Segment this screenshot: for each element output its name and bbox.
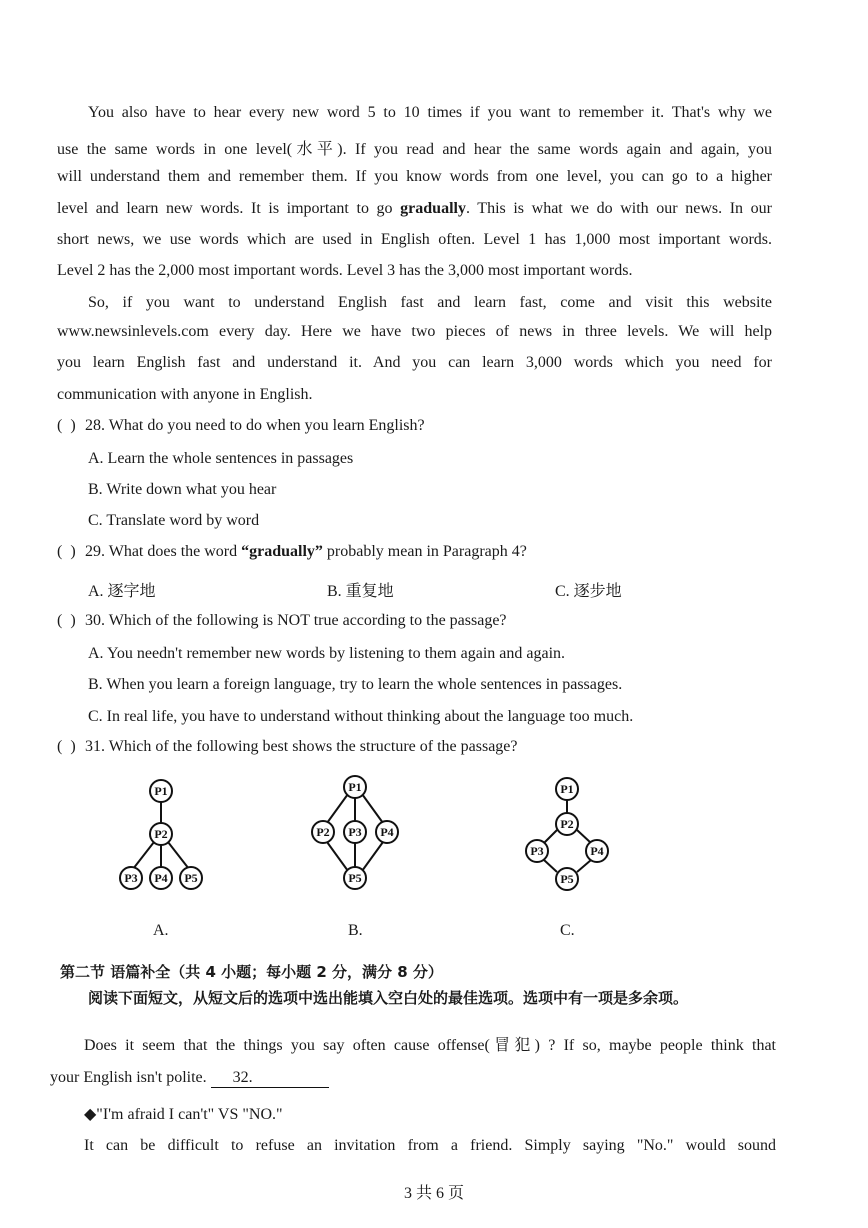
question-stem: 29. What does the word bbox=[85, 543, 242, 560]
node-p4 bbox=[150, 867, 172, 889]
keyword-gradually: gradually bbox=[400, 200, 466, 217]
node-p5 bbox=[556, 868, 578, 890]
svg-text:P5: P5 bbox=[348, 871, 362, 885]
q29-option-b: B. 重复地 bbox=[327, 583, 394, 600]
text-segment: . This is what we do with our news. In our bbox=[465, 200, 772, 217]
structure-diagram-b bbox=[302, 768, 412, 898]
passage-2-line-1: Does it seem that the things you say often cause offense(冒犯) ? If so, maybe people think that bbox=[84, 1037, 776, 1054]
text-segment: level and learn new words. It is important to go bbox=[57, 200, 401, 217]
svg-text:P2: P2 bbox=[316, 825, 330, 839]
question-stem: 31. Which of the following best shows the structure of the passage? bbox=[85, 738, 518, 755]
q29-option-c: C. 逐步地 bbox=[555, 583, 622, 600]
structure-diagram-c bbox=[515, 768, 625, 898]
paragraph-1-line-3: will understand them and remember them. If you know words from one level, you can go to a higher bbox=[57, 168, 772, 185]
structure-diagram-a bbox=[110, 770, 220, 900]
svg-text:P5: P5 bbox=[560, 872, 574, 886]
passage-2-line-3: It can be difficult to refuse an invitation from a friend. Simply saying "No." would sound bbox=[84, 1137, 776, 1154]
edge bbox=[168, 842, 189, 869]
diagram-b-label: B. bbox=[348, 922, 363, 939]
node-p2 bbox=[150, 823, 172, 845]
svg-text:P2: P2 bbox=[154, 827, 168, 841]
paragraph-1-line-1: You also have to hear every new word 5 to 10 times if you want to remember it. That's why we bbox=[88, 104, 772, 121]
node-p5 bbox=[180, 867, 202, 889]
q28-option-a: A. Learn the whole sentences in passages bbox=[88, 450, 354, 467]
svg-text:P5: P5 bbox=[184, 871, 198, 885]
paragraph-2-line-4: communication with anyone in English. bbox=[57, 386, 313, 403]
edge bbox=[544, 860, 557, 872]
text-segment: your English isn't polite. bbox=[50, 1069, 211, 1086]
paragraph-2-line-1: So, if you want to understand English fast and learn fast, come and visit this website bbox=[88, 294, 772, 311]
q30-option-c: C. In real life, you have to understand without thinking about the language too much. bbox=[88, 708, 634, 725]
edge bbox=[327, 794, 348, 823]
paragraph-2-line-3: you learn English fast and understand it. And you can learn 3,000 words which you need for bbox=[57, 354, 772, 371]
section-2-title: 第二节 语篇补全（共 4 小题；每小题 2 分，满分 8 分） bbox=[60, 963, 443, 981]
node-p4 bbox=[376, 821, 398, 843]
paragraph-1-line-6: Level 2 has the 2,000 most important words. Level 3 has the 3,000 most important words. bbox=[57, 262, 633, 279]
node-p2 bbox=[312, 821, 334, 843]
node-p4 bbox=[586, 840, 608, 862]
node-p1 bbox=[556, 778, 578, 800]
svg-text:P1: P1 bbox=[154, 784, 168, 798]
edge bbox=[327, 842, 348, 871]
edge bbox=[544, 830, 557, 843]
passage-2-subheading: ◆"I'm afraid I can't" VS "NO." bbox=[84, 1106, 283, 1123]
edge bbox=[362, 842, 383, 871]
q28-option-b: B. Write down what you hear bbox=[88, 481, 277, 498]
node-p1 bbox=[344, 776, 366, 798]
passage-2-line-2 bbox=[50, 1069, 329, 1088]
answer-paren: ( ) bbox=[57, 417, 76, 434]
diagram-c-label: C. bbox=[560, 922, 575, 939]
q29-option-a: A. 逐字地 bbox=[88, 583, 156, 600]
question-stem: probably mean in Paragraph 4? bbox=[322, 543, 527, 560]
question-29 bbox=[57, 543, 527, 561]
question-stem: 28. What do you need to do when you learn English? bbox=[85, 417, 425, 434]
paragraph-2-line-2: www.newsinlevels.com every day. Here we have two pieces of news in three levels. We will help bbox=[57, 323, 772, 340]
answer-paren: ( ) bbox=[57, 612, 76, 629]
edge bbox=[577, 860, 591, 872]
question-30 bbox=[57, 612, 507, 630]
blank-32 bbox=[211, 1069, 329, 1088]
edge bbox=[362, 794, 383, 823]
svg-text:P1: P1 bbox=[348, 780, 362, 794]
svg-text:P3: P3 bbox=[124, 871, 138, 885]
svg-text:P1: P1 bbox=[560, 782, 574, 796]
svg-text:P3: P3 bbox=[348, 825, 362, 839]
node-p1 bbox=[150, 780, 172, 802]
q30-option-b: B. When you learn a foreign language, try to learn the whole sentences in passages. bbox=[88, 676, 623, 693]
question-stem: 30. Which of the following is NOT true according to the passage? bbox=[85, 612, 507, 629]
svg-text:P4: P4 bbox=[380, 825, 394, 839]
q28-option-c: C. Translate word by word bbox=[88, 512, 260, 529]
paragraph-1-line-2: use the same words in one level(水平). If you read and hear the same words again and again, you bbox=[57, 141, 772, 158]
edge bbox=[577, 830, 591, 843]
paragraph-1-line-4 bbox=[57, 200, 772, 218]
node-p3 bbox=[526, 840, 548, 862]
answer-paren: ( ) bbox=[57, 543, 76, 560]
keyword-gradually: “gradually” bbox=[241, 543, 323, 560]
svg-text:P4: P4 bbox=[154, 871, 168, 885]
page-number-footer: 3 共 6 页 bbox=[403, 1185, 464, 1202]
section-2-instruction: 阅读下面短文，从短文后的选项中选出能填入空白处的最佳选项。选项中有一项是多余项。 bbox=[88, 989, 689, 1007]
svg-text:P3: P3 bbox=[530, 844, 544, 858]
question-31 bbox=[57, 738, 518, 756]
node-p3 bbox=[344, 821, 366, 843]
svg-text:P4: P4 bbox=[590, 844, 604, 858]
blank-number: 32. bbox=[232, 1069, 253, 1086]
question-28 bbox=[57, 417, 425, 435]
svg-text:P2: P2 bbox=[560, 817, 574, 831]
paragraph-1-line-5: short news, we use words which are used in English often. Level 1 has 1,000 most important words. bbox=[57, 231, 772, 248]
diagram-a-label: A. bbox=[153, 922, 169, 939]
answer-paren: ( ) bbox=[57, 738, 76, 755]
edge bbox=[133, 842, 154, 869]
node-p5 bbox=[344, 867, 366, 889]
node-p2 bbox=[556, 813, 578, 835]
node-p3 bbox=[120, 867, 142, 889]
q30-option-a: A. You needn't remember new words by listening to them again and again. bbox=[88, 645, 566, 662]
